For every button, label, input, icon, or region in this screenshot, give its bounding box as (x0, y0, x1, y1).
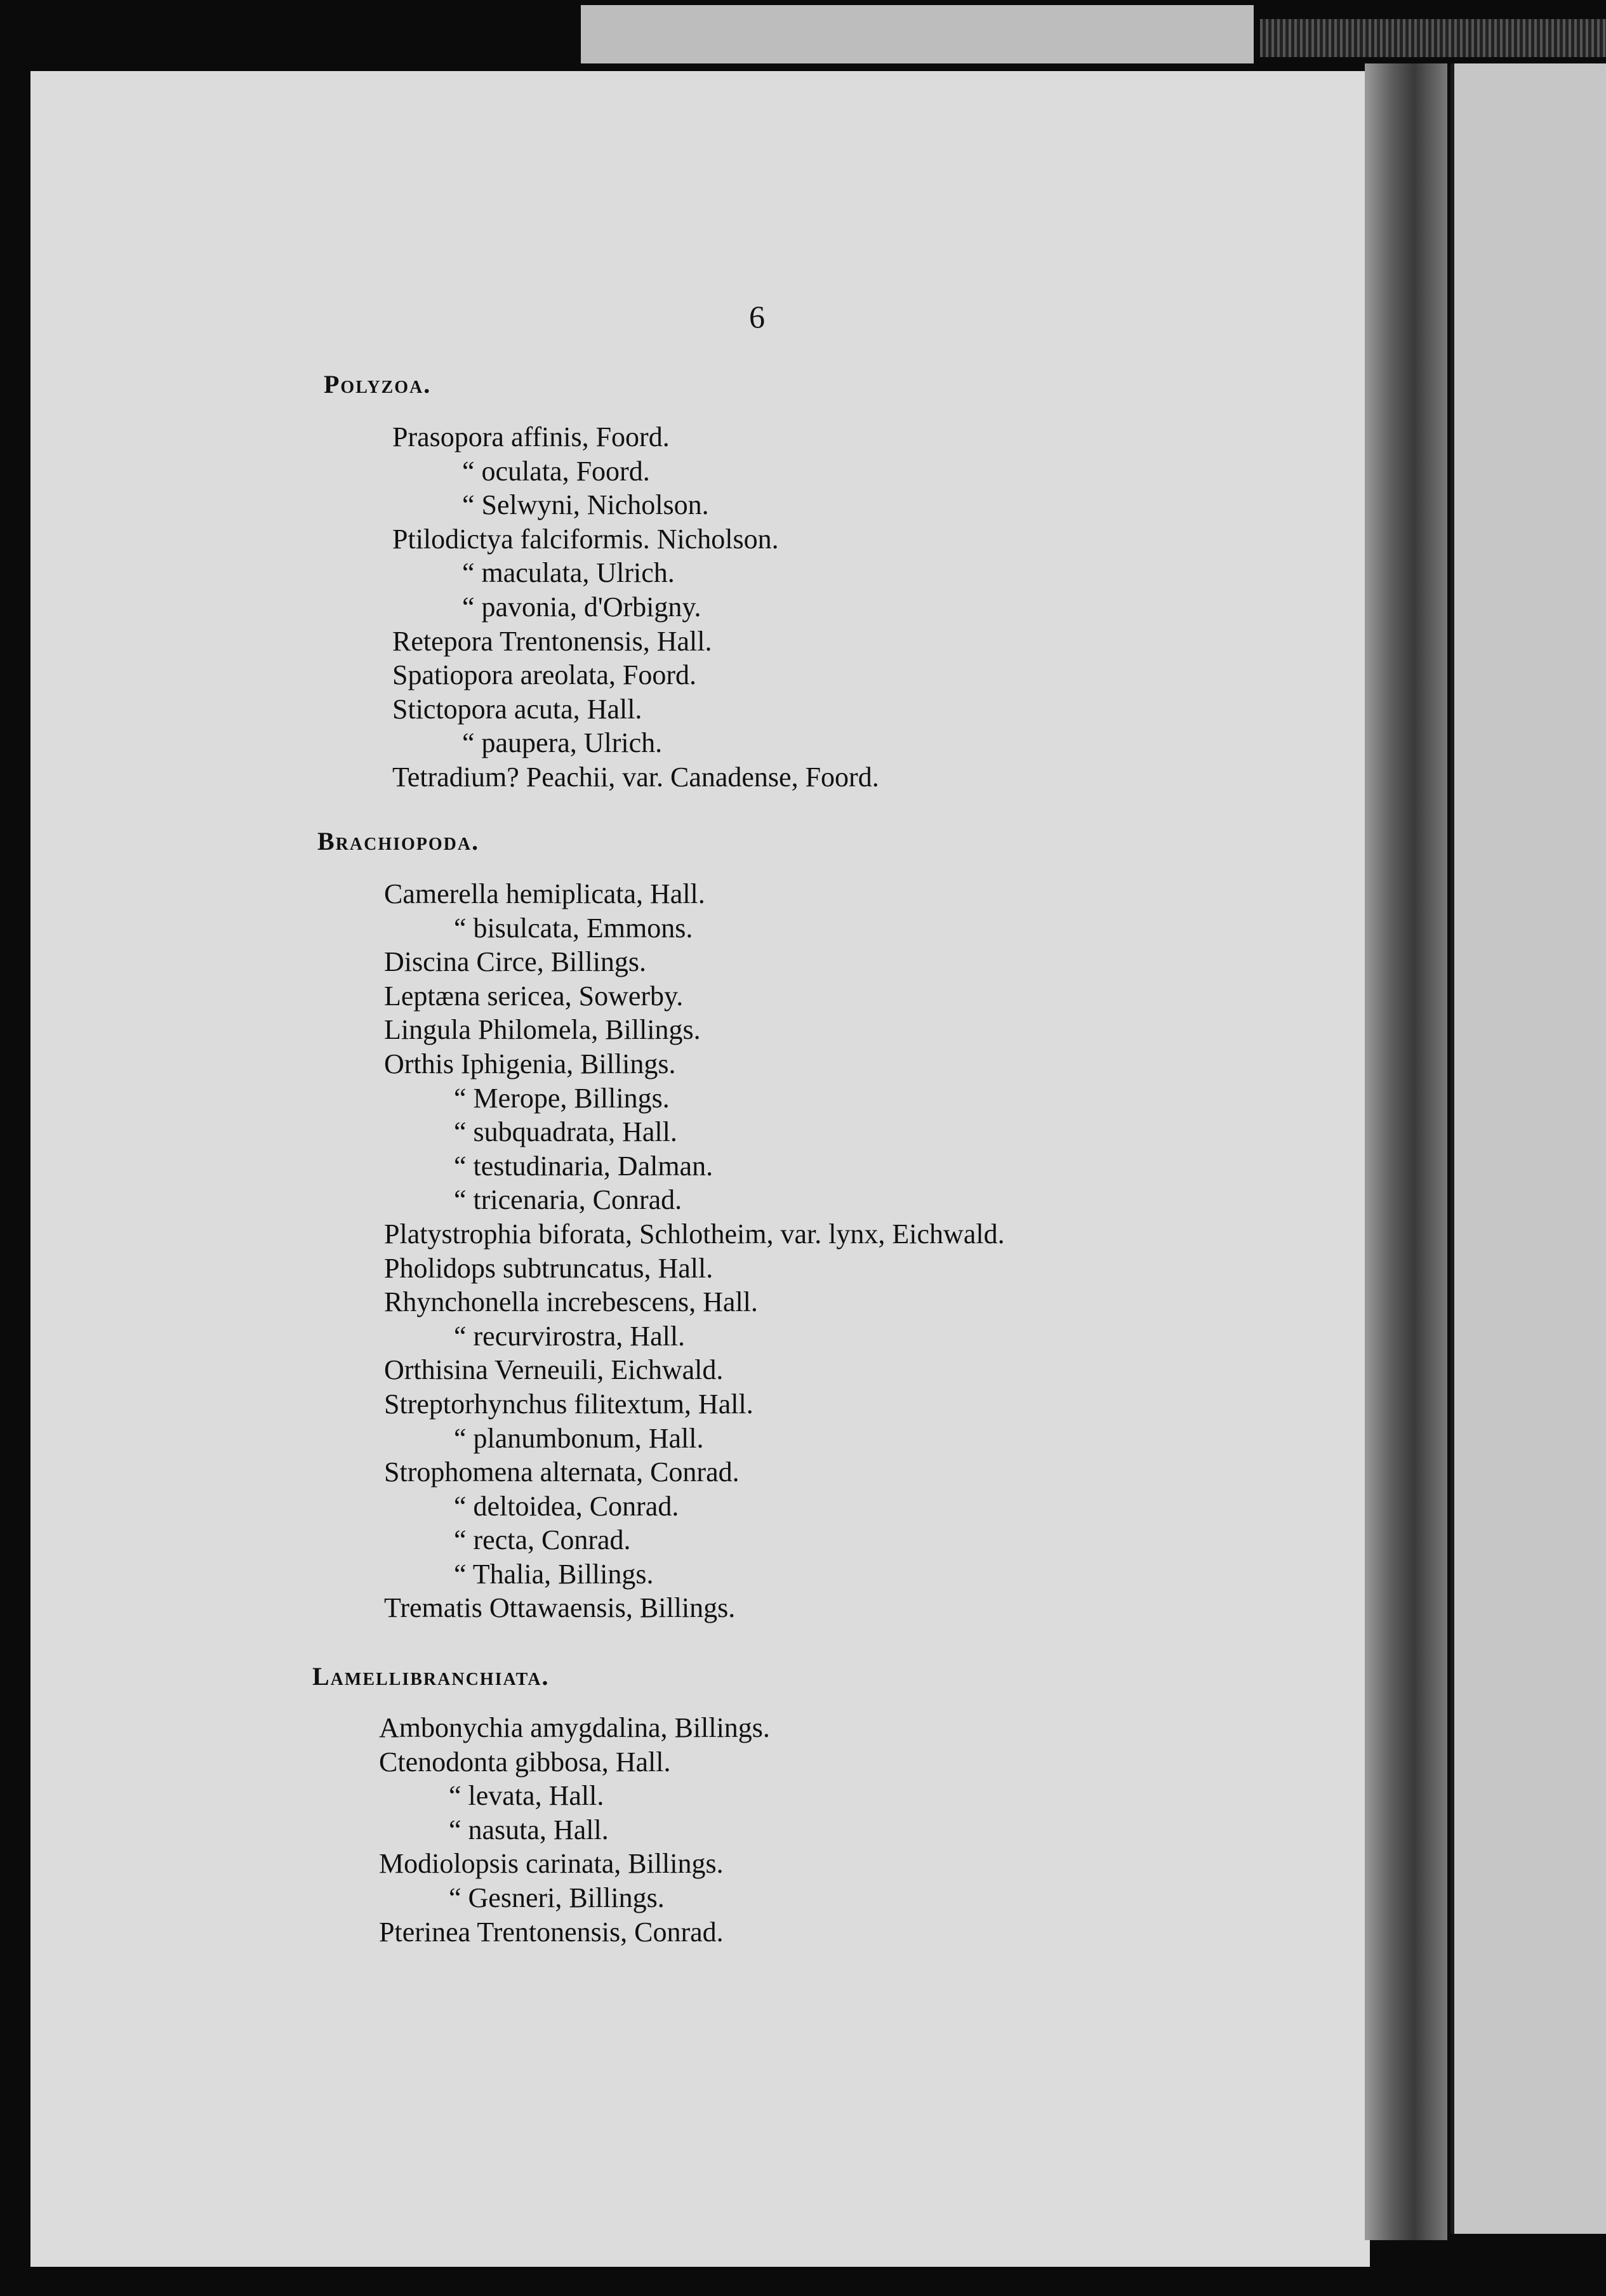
species-entry: “ levata, Hall. (449, 1780, 604, 1812)
species-entry: “ oculata, Foord. (462, 455, 650, 487)
species-entry: “ tricenaria, Conrad. (454, 1184, 682, 1216)
species-entry: Ptilodictya falciformis. Nicholson. (392, 523, 779, 555)
species-entry: “ testudinaria, Dalman. (454, 1150, 713, 1182)
species-entry: Streptorhynchus filitextum, Hall. (384, 1388, 753, 1420)
species-entry: “ Thalia, Billings. (454, 1558, 654, 1590)
species-entry: “ Merope, Billings. (454, 1082, 670, 1114)
section-heading-polyzoa: Polyzoa. (324, 370, 432, 399)
species-entry: Pterinea Trentonensis, Conrad. (379, 1916, 724, 1948)
species-entry: Orthisina Verneuili, Eichwald. (384, 1354, 724, 1386)
species-entry: Trematis Ottawaensis, Billings. (384, 1592, 736, 1624)
species-list-polyzoa (392, 420, 879, 795)
species-entry: “ nasuta, Hall. (449, 1814, 609, 1845)
scan-edge-strip (1260, 19, 1606, 57)
species-entry: Camerella hemiplicata, Hall. (384, 878, 705, 909)
species-entry: Strophomena alternata, Conrad. (384, 1456, 740, 1488)
species-entry: “ pavonia, d'Orbigny. (462, 591, 701, 623)
species-entry: Lingula Philomela, Billings. (384, 1014, 701, 1046)
species-entry: “ Selwyni, Nicholson. (462, 489, 709, 521)
species-list-brachiopoda (384, 877, 1005, 1625)
scan-top-strip (581, 5, 1254, 63)
species-entry: Modiolopsis carinata, Billings. (379, 1848, 724, 1880)
species-entry: Ambonychia amygdalina, Billings. (379, 1712, 770, 1743)
species-entry: “ maculata, Ulrich. (462, 557, 675, 589)
species-entry: Pholidops subtruncatus, Hall. (384, 1252, 713, 1284)
species-entry: “ paupera, Ulrich. (462, 727, 663, 759)
species-list-lamellibranchiata (379, 1711, 770, 1949)
species-entry: Ctenodonta gibbosa, Hall. (379, 1746, 671, 1778)
section-heading-brachiopoda: Brachiopoda. (317, 827, 480, 855)
species-entry: Leptæna sericea, Sowerby. (384, 980, 684, 1012)
species-entry: “ planumbonum, Hall. (454, 1422, 704, 1454)
species-entry: Orthis Iphigenia, Billings. (384, 1048, 676, 1079)
species-entry: Platystrophia biforata, Schlotheim, var. lynx, Eichwald. (384, 1218, 1005, 1250)
section-heading-lamellibranchiata: Lamellibranchiata. (312, 1662, 550, 1691)
adjacent-page-edge (1450, 63, 1606, 2234)
species-entry: Rhynchonella increbescens, Hall. (384, 1286, 758, 1318)
species-entry: “ subquadrata, Hall. (454, 1116, 677, 1148)
species-entry: Tetradium? Peachii, var. Canadense, Foord. (392, 761, 879, 793)
species-entry: Discina Circe, Billings. (384, 946, 647, 978)
species-entry: Stictopora acuta, Hall. (392, 693, 642, 725)
species-entry: “ bisulcata, Emmons. (454, 912, 693, 944)
species-entry: “ Gesneri, Billings. (449, 1882, 665, 1913)
species-entry: Retepora Trentonensis, Hall. (392, 625, 712, 657)
page-number: 6 (749, 299, 765, 334)
species-entry: “ recurvirostra, Hall. (454, 1320, 686, 1352)
species-entry: Prasopora affinis, Foord. (392, 421, 670, 452)
book-gutter (1365, 63, 1447, 2240)
species-entry: “ deltoidea, Conrad. (454, 1490, 679, 1522)
species-entry: Spatiopora areolata, Foord. (392, 659, 696, 691)
species-entry: “ recta, Conrad. (454, 1524, 631, 1556)
